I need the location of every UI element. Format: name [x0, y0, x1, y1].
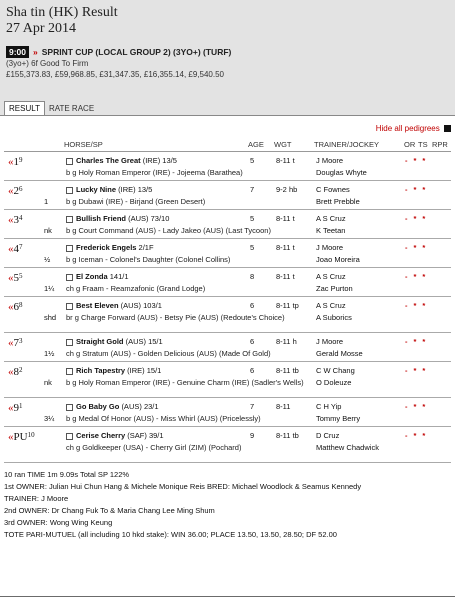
runner-row — [4, 268, 451, 297]
horse-age: 5 — [250, 214, 255, 223]
ratings — [405, 431, 431, 440]
ts-value: * — [413, 214, 423, 223]
runner-arrow-icon: « — [8, 337, 14, 349]
horse-age: 6 — [250, 366, 255, 375]
hide-pedigrees-link[interactable]: Hide all pedigrees — [375, 124, 440, 133]
horse-age: 5 — [250, 156, 255, 165]
horse-cell — [66, 272, 246, 281]
draw-value: 4 — [19, 214, 23, 222]
position-value: 3 — [13, 214, 19, 226]
equipment: tp — [292, 301, 299, 310]
rpr-value: * — [422, 214, 432, 223]
horse-age: 9 — [250, 431, 255, 440]
horse-bred-sp: (IRE) 13/5 — [142, 156, 177, 165]
jockey-name[interactable]: Tommy Berry — [316, 414, 361, 423]
col-trainer-jockey: TRAINER/JOCKEY — [314, 140, 380, 149]
horse-cell — [66, 402, 246, 411]
or-value: - — [405, 156, 414, 165]
horse-name[interactable]: Best Eleven — [76, 301, 119, 310]
horse-bred-sp: (AUS) 23/1 — [121, 402, 159, 411]
jockey-name[interactable]: K Teetan — [316, 226, 346, 235]
runner-row — [4, 398, 451, 427]
rpr-value: * — [422, 301, 432, 310]
ratings — [405, 272, 431, 281]
pedigree: ch g Fraam - Reamzafonic (Grand Lodge) — [66, 284, 206, 293]
result-footer — [4, 463, 451, 541]
horse-weight — [276, 185, 297, 194]
weight-value: 8-11 — [276, 272, 291, 281]
footer-second-owner: 2nd OWNER: Dr Chang Fuk To & Maria Chang Lee Ming Shum — [4, 506, 215, 515]
weight-value: 8-11 — [276, 402, 291, 411]
ts-value: * — [413, 185, 423, 194]
ts-value: * — [413, 243, 423, 252]
equipment: hb — [288, 185, 298, 194]
ratings — [405, 366, 431, 375]
ratings — [405, 301, 431, 310]
footer-tote: TOTE PARI-MUTUEL (all including 10 hkd stake): WIN 36.00; PLACE 13.50, 13.50, 28.50; DF 52.00 — [4, 530, 337, 539]
horse-weight — [276, 402, 290, 411]
footer-third-owner: 3rd OWNER: Wong Wing Keung — [4, 518, 113, 527]
runners-list — [4, 152, 451, 463]
horse-name[interactable]: Bullish Friend — [76, 214, 127, 223]
runner-row — [4, 152, 451, 181]
checkbox-icon[interactable] — [66, 433, 73, 440]
beaten-distance: shd — [44, 313, 57, 322]
runner-arrow-icon: « — [8, 366, 14, 378]
trainer-name[interactable]: C Fownes — [316, 185, 350, 194]
trainer-name[interactable]: D Cruz — [316, 431, 340, 440]
horse-name[interactable]: Frederick Engels — [76, 243, 137, 252]
position-value: 8 — [13, 366, 19, 378]
position-value: PU — [13, 431, 28, 443]
collapse-icon[interactable] — [444, 125, 451, 132]
runner-row — [4, 210, 451, 239]
horse-age: 6 — [250, 301, 255, 310]
equipment: t — [292, 272, 295, 281]
beaten-distance: 1¼ — [44, 284, 55, 293]
jockey-name[interactable]: Joao Moreira — [316, 255, 360, 264]
trainer-name[interactable]: A S Cruz — [316, 214, 346, 223]
runner-row — [4, 297, 451, 333]
horse-bred-sp: 141/1 — [109, 272, 129, 281]
finish-position — [8, 272, 23, 284]
race-title[interactable]: SPRINT CUP (LOCAL GROUP 2) (3YO+) (TURF) — [41, 47, 232, 57]
horse-cell — [66, 185, 246, 194]
runner-arrow-icon: « — [8, 402, 14, 414]
pedigree: b g Medal Of Honor (AUS) - Miss Whirl (AUS) (Pricelessly) — [66, 414, 261, 423]
checkbox-icon[interactable] — [66, 216, 73, 223]
race-title-line — [6, 46, 449, 58]
ts-value: * — [413, 402, 423, 411]
position-value: 4 — [13, 243, 19, 255]
race-date: 27 Apr 2014 — [6, 21, 76, 36]
rpr-value: * — [422, 272, 432, 281]
beaten-distance: nk — [44, 378, 52, 387]
or-value: - — [405, 402, 414, 411]
equipment: t — [292, 214, 295, 223]
horse-cell — [66, 243, 246, 252]
horse-weight — [276, 243, 295, 252]
finish-position — [8, 156, 23, 168]
finish-position — [8, 337, 23, 349]
jockey-name[interactable]: Zac Purton — [316, 284, 353, 293]
weight-value: 8-11 — [276, 366, 291, 375]
horse-weight — [276, 431, 299, 440]
ratings — [405, 214, 431, 223]
ratings — [405, 156, 431, 165]
trainer-name[interactable]: C W Chang — [316, 366, 355, 375]
ts-value: * — [413, 431, 423, 440]
jockey-name[interactable]: Douglas Whyte — [316, 168, 367, 177]
trainer-name[interactable]: J Moore — [316, 337, 344, 346]
position-value: 1 — [13, 156, 19, 168]
col-ts: TS — [418, 140, 428, 149]
horse-age: 5 — [250, 243, 255, 252]
rpr-value: * — [422, 366, 432, 375]
finish-position — [8, 402, 23, 414]
col-wgt: WGT — [274, 140, 292, 149]
equipment: t — [292, 243, 295, 252]
result-content — [0, 116, 455, 596]
draw-value: 10 — [27, 431, 35, 439]
horse-bred-sp: (AUS) 15/1 — [125, 337, 163, 346]
equipment: tb — [292, 366, 299, 375]
position-value: 7 — [13, 337, 19, 349]
checkbox-icon[interactable] — [66, 339, 73, 346]
runner-row — [4, 427, 451, 463]
draw-value: 9 — [19, 156, 23, 164]
horse-weight — [276, 301, 299, 310]
ts-value: * — [413, 337, 423, 346]
tab-rate-race[interactable]: RATE RACE — [48, 104, 95, 113]
beaten-distance: 1 — [44, 197, 49, 206]
weight-value: 8-11 — [276, 431, 291, 440]
trainer-name[interactable]: A S Cruz — [316, 272, 346, 281]
race-conditions: (3yo+) 6f Good To Firm — [6, 59, 89, 68]
or-value: - — [405, 272, 414, 281]
jockey-name[interactable]: Gerald Mosse — [316, 349, 363, 358]
checkbox-icon[interactable] — [66, 404, 73, 411]
trainer-name[interactable]: J Moore — [316, 156, 344, 165]
horse-name[interactable]: Straight Gold — [76, 337, 124, 346]
finish-position — [8, 301, 23, 313]
finish-position — [8, 366, 23, 378]
draw-value: 2 — [19, 366, 23, 374]
or-value: - — [405, 301, 414, 310]
checkbox-icon[interactable] — [66, 303, 73, 310]
checkbox-icon[interactable] — [66, 274, 73, 281]
equipment: t — [292, 156, 295, 165]
pedigree: br g Charge Forward (AUS) - Betsy Pie (AUS) (Redoute's Choice) — [66, 313, 285, 322]
jockey-name[interactable]: O Doleuze — [316, 378, 352, 387]
jockey-name[interactable]: Brett Prebble — [316, 197, 360, 206]
runner-arrow-icon: « — [8, 272, 14, 284]
horse-age: 7 — [250, 402, 255, 411]
col-horse: HORSE/SP — [64, 140, 103, 149]
horse-bred-sp: (AUS) 103/1 — [120, 301, 162, 310]
weight-value: 9-2 — [276, 185, 287, 194]
ratings — [405, 185, 431, 194]
checkbox-icon[interactable] — [66, 245, 73, 252]
horse-weight — [276, 156, 295, 165]
ts-value: * — [413, 301, 423, 310]
ratings — [405, 402, 431, 411]
position-value: 9 — [13, 402, 19, 414]
horse-cell — [66, 156, 246, 165]
horse-name[interactable]: El Zonda — [76, 272, 108, 281]
rpr-value: * — [422, 156, 432, 165]
checkbox-icon[interactable] — [66, 158, 73, 165]
race-header — [0, 0, 455, 100]
finish-position — [8, 214, 23, 226]
or-value: - — [405, 366, 414, 375]
race-arrow-icon: » — [33, 47, 38, 57]
horse-bred-sp: (SAF) 39/1 — [127, 431, 164, 440]
footer-summary: 10 ran TIME 1m 9.09s Total SP 122% — [4, 470, 130, 479]
position-value: 2 — [13, 185, 19, 197]
col-rpr: RPR — [432, 140, 448, 149]
horse-name[interactable]: Charles The Great — [76, 156, 141, 165]
runner-arrow-icon: « — [8, 156, 14, 168]
finish-position — [8, 185, 23, 197]
draw-value: 7 — [19, 243, 23, 251]
position-value: 5 — [13, 272, 19, 284]
pedigree: ch g Goldkeeper (USA) - Cherry Girl (ZIM) (Pochard) — [66, 443, 242, 452]
horse-weight — [276, 214, 295, 223]
or-value: - — [405, 431, 414, 440]
beaten-distance: ½ — [44, 255, 51, 264]
weight-value: 8-11 — [276, 156, 291, 165]
rpr-value: * — [422, 337, 432, 346]
col-or: OR — [404, 140, 416, 149]
race-time: 9:00 — [6, 46, 29, 58]
tab-result[interactable]: RESULT — [4, 101, 45, 115]
horse-cell — [66, 366, 246, 375]
venue-title: Sha tin (HK) Result — [6, 5, 118, 20]
pedigree: b g Iceman - Colonel's Daughter (Colonel Collins) — [66, 255, 231, 264]
runner-arrow-icon: « — [8, 431, 14, 443]
ts-value: * — [413, 156, 423, 165]
equipment: tb — [292, 431, 299, 440]
runner-row — [4, 333, 451, 362]
ts-value: * — [413, 272, 423, 281]
tab-bar — [0, 100, 455, 116]
rpr-value: * — [422, 185, 432, 194]
trainer-name[interactable]: A S Cruz — [316, 301, 346, 310]
rpr-value: * — [422, 431, 432, 440]
horse-age: 6 — [250, 337, 255, 346]
draw-value: 6 — [19, 185, 23, 193]
runner-arrow-icon: « — [8, 301, 14, 313]
rpr-value: * — [422, 243, 432, 252]
race-prizes: £155,373.83, £59,968.85, £31,347.35, £16,355.14, £9,540.50 — [6, 70, 224, 79]
horse-weight — [276, 272, 295, 281]
horse-bred-sp: (IRE) 13/5 — [118, 185, 153, 194]
column-header — [4, 138, 451, 152]
horse-cell — [66, 431, 246, 440]
beaten-distance: nk — [44, 226, 52, 235]
hide-pedigrees-row — [4, 116, 451, 138]
draw-value: 1 — [19, 402, 23, 410]
pedigree: b g Holy Roman Emperor (IRE) - Genuine Charm (IRE) (Sadler's Wells) — [66, 378, 304, 387]
horse-weight — [276, 366, 299, 375]
horse-bred-sp: 2/1F — [138, 243, 154, 252]
equipment: h — [292, 337, 297, 346]
horse-name[interactable]: Cerise Cherry — [76, 431, 126, 440]
jockey-name[interactable]: Matthew Chadwick — [316, 443, 379, 452]
pedigree: b g Holy Roman Emperor (IRE) - Jojeema (Barathea) — [66, 168, 243, 177]
col-age: AGE — [248, 140, 264, 149]
pedigree: b g Court Command (AUS) - Lady Jakeo (AUS) (Last Tycoon) — [66, 226, 271, 235]
position-value: 6 — [13, 301, 19, 313]
trainer-name[interactable]: J Moore — [316, 243, 344, 252]
checkbox-icon[interactable] — [66, 187, 73, 194]
runner-arrow-icon: « — [8, 243, 14, 255]
horse-cell — [66, 214, 246, 223]
horse-cell — [66, 301, 246, 310]
jockey-name[interactable]: A Suborics — [316, 313, 352, 322]
footer-first-owner: 1st OWNER: Julian Hui Chun Hang & Michele Monique Reis BRED: Michael Woodlock & Seamus Kennedy — [4, 482, 362, 491]
ratings — [405, 337, 431, 346]
checkbox-icon[interactable] — [66, 368, 73, 375]
finish-position — [8, 243, 23, 255]
horse-weight — [276, 337, 297, 346]
runner-row — [4, 239, 451, 268]
weight-value: 8-11 — [276, 214, 291, 223]
draw-value: 5 — [19, 272, 23, 280]
runner-row — [4, 181, 451, 210]
beaten-distance: 1½ — [44, 349, 55, 358]
horse-cell — [66, 337, 246, 346]
horse-age: 7 — [250, 185, 255, 194]
ratings — [405, 243, 431, 252]
footer-trainer: TRAINER: J Moore — [4, 494, 69, 503]
pedigree: ch g Stratum (AUS) - Golden Delicious (AUS) (Made Of Gold) — [66, 349, 271, 358]
horse-name[interactable]: Lucky Nine — [76, 185, 117, 194]
weight-value: 8-11 — [276, 337, 291, 346]
finish-position — [8, 431, 35, 443]
weight-value: 8-11 — [276, 301, 291, 310]
beaten-distance: 3¼ — [44, 414, 55, 423]
draw-value: 3 — [19, 337, 23, 345]
or-value: - — [405, 185, 414, 194]
or-value: - — [405, 214, 414, 223]
trainer-name[interactable]: C H Yip — [316, 402, 342, 411]
runner-row — [4, 362, 451, 398]
draw-value: 8 — [19, 301, 23, 309]
horse-name[interactable]: Go Baby Go — [76, 402, 120, 411]
horse-bred-sp: (IRE) 15/1 — [127, 366, 162, 375]
or-value: - — [405, 337, 414, 346]
ts-value: * — [413, 366, 423, 375]
horse-name[interactable]: Rich Tapestry — [76, 366, 126, 375]
horse-bred-sp: (AUS) 73/10 — [128, 214, 170, 223]
runner-arrow-icon: « — [8, 185, 14, 197]
rpr-value: * — [422, 402, 432, 411]
or-value: - — [405, 243, 414, 252]
weight-value: 8-11 — [276, 243, 291, 252]
pedigree: b g Dubawi (IRE) - Birjand (Green Desert) — [66, 197, 206, 206]
runner-arrow-icon: « — [8, 214, 14, 226]
horse-age: 8 — [250, 272, 255, 281]
